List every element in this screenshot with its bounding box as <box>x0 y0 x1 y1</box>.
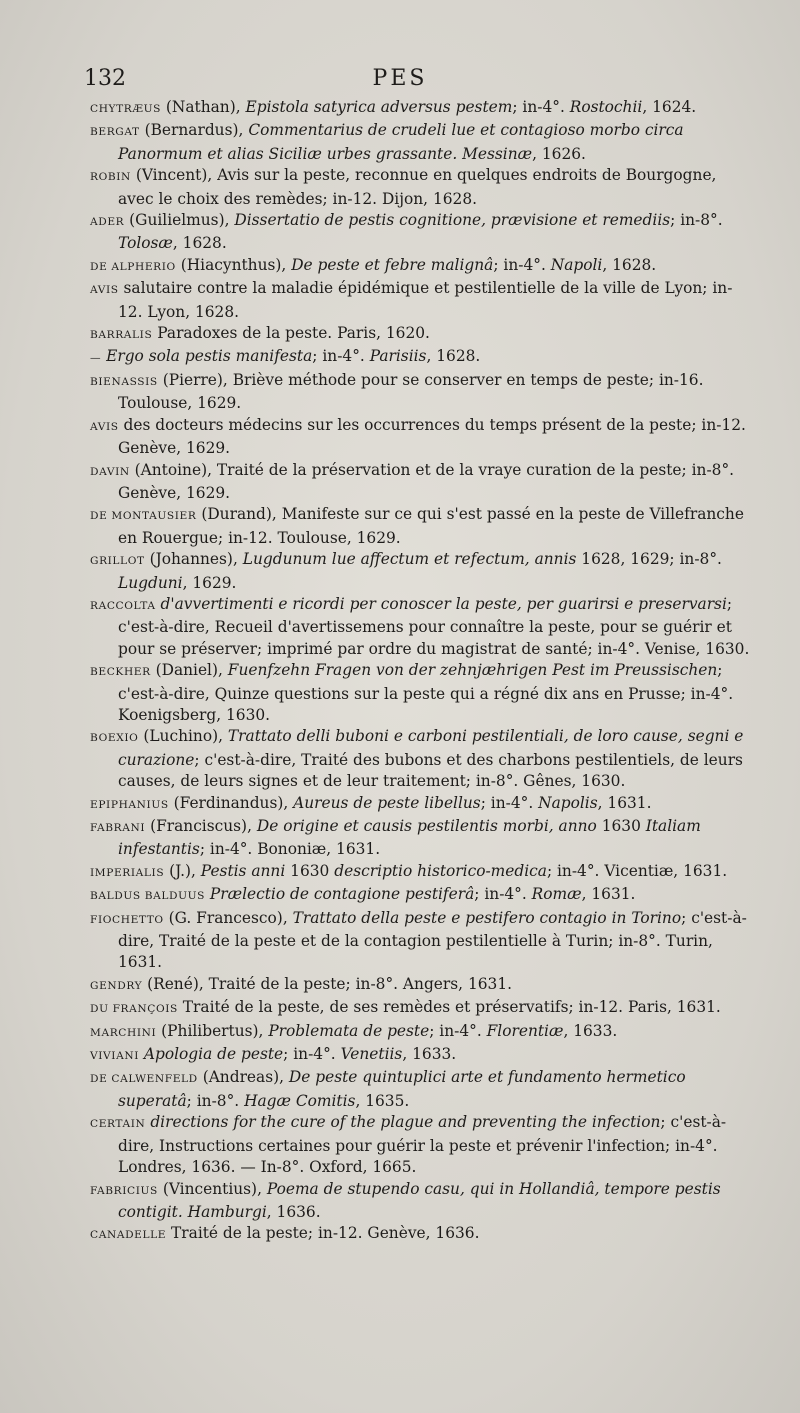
entry-author: BALDUS BALDUUS <box>90 890 205 903</box>
entry-date: , 1631. <box>581 885 636 904</box>
entry-text: 1630 <box>285 861 335 880</box>
bibliography-entry <box>90 594 754 660</box>
entry-author: ROBIN <box>90 171 131 184</box>
entry-forename: (Durand) <box>201 505 272 524</box>
entry-date: , 1628. <box>172 234 227 253</box>
bibliography-entry <box>90 1223 754 1246</box>
entry-text: Traité de la peste; in-12. Genève, 1636. <box>171 1224 480 1243</box>
entry-title: Fuenfzehn Fragen von der zehnjæhrigen Pest im Preussischen <box>227 661 718 680</box>
entry-author: VIVIANI <box>90 1050 139 1063</box>
entry-title: Trattato delli buboni e carboni pestilentiali, de loro cause, segni e curazione <box>118 727 744 769</box>
bibliography-entry: GENDRY (René), Traité de la peste; in-8°. Angers, 1631. <box>90 974 513 993</box>
entry-text: ; c'est-à-dire, Recueil d'avertissemens pour connaître la peste, pour se guérir et pour se préserver; imprimé par ordre du magistrat de santé; in-4°. Venise, 1630. <box>118 594 750 658</box>
entry-text: Avis sur la peste, reconnue en quelques endroits de Bourgogne, avec le choix des remèdes; in-12. Dijon, 1628. <box>118 166 717 208</box>
entry-author: — <box>90 352 102 365</box>
entry-date: ; in-4°. Bononiæ, 1631. <box>199 840 381 859</box>
entry-date: ; in-4°. Vicentiæ, 1631. <box>546 861 728 880</box>
entry-author: AVIS <box>90 284 119 297</box>
entry-author: ADER <box>90 216 125 229</box>
entry-place: Florentiæ <box>486 1021 564 1040</box>
entry-forename: (Franciscus) <box>150 817 248 835</box>
entry-text: Briève méthode pour se conserver en temps de peste; in-16. Toulouse, 1629. <box>118 370 704 413</box>
entry-forename: (Andreas) <box>202 1068 280 1087</box>
entry-title: De peste et febre malignâ <box>291 255 494 274</box>
entry-text: Manifeste sur ce qui s'est passé en la peste de Villefranche en Rouergue; in-12. Toulouse, 1629. <box>118 505 744 547</box>
entry-text: ; c'est-à-dire, Instructions certaines pour guérir la peste et prévenir l'infection; in-4°. Londres, 1636. — In-8°. Oxford, 1665. <box>118 1113 727 1177</box>
bibliography-entry: MARCHINI (Philibertus), Problemata de peste; in-4°. Florentiæ, 1633. <box>90 1021 618 1040</box>
entry-text: 1630 <box>596 817 646 835</box>
entry-title: Prælectio de contagione pestiferâ <box>209 885 475 904</box>
entry-text: Traité de la peste; in-8°. Angers, 1631. <box>208 974 513 993</box>
bibliography-entry <box>90 323 754 346</box>
entry-forename: (Philibertus) <box>161 1021 259 1040</box>
entry-text: ; c'est-à-dire, Traité de la peste et de la contagion pestilentielle à Turin; in-8°. Turin, 1631. <box>118 908 747 972</box>
bibliography-entry: DAVIN (Antoine), Traité de la préservation et de la vraye curation de la peste; in-8°. Genève, 1629. <box>90 460 735 502</box>
entry-author: DE ALPHERIO <box>90 260 176 273</box>
entry-place: descriptio historico-medica <box>334 861 547 880</box>
entry-title: Ergo sola pestis manifesta <box>106 347 313 366</box>
entry-date: , 1633. <box>563 1021 618 1040</box>
bibliography-entry: FIOCHETTO (G. Francesco), Trattato della peste e pestifero contagio in Torino; c'est-à-dire, Traité de la peste et de la contagion pestilentielle à Turin; in-8°. Turin, 1631. <box>90 908 747 972</box>
entry-forename: (Ferdinandus) <box>173 793 284 812</box>
page-number: 132 <box>84 66 126 91</box>
entry-text: Traité de la peste, de ses remèdes et préservatifs; in-12. Paris, 1631. <box>182 998 721 1017</box>
entry-forename: (René) <box>147 974 199 993</box>
bibliography-entry <box>90 415 754 460</box>
entry-forename: (G. Francesco) <box>168 908 283 927</box>
entry-date: , 1628. <box>426 347 481 366</box>
bibliography-entry: GRILLOT (Johannes), Lugdunum lue affectum et refectum, annis 1628, 1629; in-8°. Lugduni, 1629. <box>90 550 722 592</box>
bibliography-entry <box>90 278 754 323</box>
entry-date: , 1631. <box>597 793 652 812</box>
entry-text: , 1636. <box>266 1202 321 1221</box>
entry-title: Lugdunum lue affectum et refectum, annis <box>242 550 577 569</box>
entry-forename: (Guilielmus) <box>129 211 225 230</box>
bibliography-entry <box>90 884 754 907</box>
entry-author: FABRICIUS <box>90 1184 158 1197</box>
entry-author: BERGAT <box>90 126 140 139</box>
entry-title: Problemata de peste <box>268 1021 430 1040</box>
entry-place: Romæ <box>531 885 582 904</box>
entry-author: RACCOLTA <box>90 599 156 612</box>
entry-forename: (Antoine) <box>134 460 208 479</box>
bibliography-entry: BOEXIO (Luchino), Trattato delli buboni e carboni pestilentiali, de loro cause, segni e curazione; c'est-à-dire, Traité des bubons et des charbons pestilentiels, de leurs causes, de leurs signes et de leur traitement; in-8°. Gênes, 1630. <box>90 727 744 791</box>
entry-forename: (Daniel) <box>155 661 218 680</box>
entry-place: Lugduni <box>118 573 183 592</box>
entry-place: Napolis <box>538 793 598 812</box>
entry-author: DE CALWENFELD <box>90 1073 198 1086</box>
entry-place: Italiam infestantis <box>118 817 701 859</box>
entry-forename: (Vincentius) <box>162 1179 258 1198</box>
entry-text: salutaire contre la maladie épidémique et pestilentielle de la ville de Lyon; in-12. Lyon, 1628. <box>118 279 733 321</box>
entry-text: ; in-4°. <box>480 793 539 812</box>
entry-title: Aureus de peste libellus <box>293 793 481 812</box>
entry-title: d'avvertimenti e ricordi per conoscer la peste, per guarirsi e preservarsi <box>160 594 727 613</box>
page-header <box>0 66 800 96</box>
entry-text: ; in-4°. <box>312 347 370 366</box>
entry-author: GENDRY <box>90 979 143 992</box>
entry-title: Apologia de peste <box>143 1045 284 1064</box>
bibliography-entry: DE ALPHERIO (Hiacynthus), De peste et febre malignâ; in-4°. Napoli, 1628. <box>90 255 657 274</box>
entry-forename: (Hiacynthus) <box>180 255 282 274</box>
entry-author: GRILLOT <box>90 555 145 568</box>
entry-forename: (Bernardus) <box>144 121 239 140</box>
entry-title: De origine et causis pestilentis morbi, anno <box>256 817 597 835</box>
entry-author: BOEXIO <box>90 732 139 745</box>
entry-title: Epistola satyrica adversus pestem <box>245 98 513 116</box>
bibliography-entry: IMPERIALIS (J.), Pestis anni 1630 descriptio historico-medica; in-4°. Vicentiæ, 1631. <box>90 861 728 880</box>
bibliography-entry: BECKHER (Daniel), Fuenfzehn Fragen von der zehnjæhrigen Pest im Preussischen; c'est-à-dire, Quinze questions sur la peste qui a régné dix ans en Prusse; in-4°. Koenigsberg, 1630. <box>90 661 734 724</box>
entry-author: MARCHINI <box>90 1026 157 1039</box>
entry-forename: (Nathan) <box>165 98 236 116</box>
bibliography-entry: CHYTRÆUS (Nathan), Epistola satyrica adversus pestem; in-4°. Rostochii, 1624. <box>90 98 697 116</box>
entry-date: , 1624. <box>642 98 697 116</box>
entry-author: CERTAIN <box>90 1118 146 1131</box>
entry-text: ; in-4°. <box>512 98 570 116</box>
entry-place: Tolosæ <box>118 234 173 253</box>
entry-forename: (Luchino) <box>143 727 219 746</box>
entry-text: des docteurs médecins sur les occurrences du temps présent de la peste; in-12. Genève, 1629. <box>118 415 746 458</box>
entry-title: Commentarius de crudeli lue et contagioso morbo circa Panormum et alias Siciliæ urbes grassante. Messinæ <box>118 121 684 163</box>
bibliography-entry <box>90 1044 754 1067</box>
bibliography-list <box>90 97 754 1247</box>
entry-place: Rostochii <box>569 98 643 116</box>
bibliography-entry: DE MONTAUSIER (Durand), Manifeste sur ce qui s'est passé en la peste de Villefranche en Rouergue; in-12. Toulouse, 1629. <box>90 505 744 547</box>
entry-author: BECKHER <box>90 666 151 679</box>
entry-date: , 1629. <box>182 573 237 592</box>
entry-author: AVIS <box>90 420 119 433</box>
entry-date: , 1633. <box>402 1045 457 1064</box>
bibliography-entry: BIENASSIS (Pierre), Briève méthode pour se conserver en temps de peste; in-16. Toulouse, 1629. <box>90 370 704 413</box>
entry-text: ; c'est-à-dire, Traité des bubons et des charbons pestilentiels, de leurs causes, de leurs signes et de leur traitement; in-8°. Gênes, 1630. <box>118 750 743 791</box>
entry-text: ; in-8°. <box>186 1091 245 1110</box>
bibliography-entry: FABRICIUS (Vincentius), Poema de stupendo casu, qui in Hollandiâ, tempore pestis contigit. Hamburgi, 1636. <box>90 1179 721 1221</box>
bibliography-entry <box>90 997 754 1020</box>
bibliography-entry: ADER (Guilielmus), Dissertatio de pestis cognitione, prævisione et remediis; in-8°. Tolosæ, 1628. <box>90 211 723 253</box>
entry-text: ; in-4°. <box>474 885 532 904</box>
bibliography-entry: FABRANI (Franciscus), De origine et causis pestilentis morbi, anno 1630 Italiam infestantis; in-4°. Bononiæ, 1631. <box>90 817 701 859</box>
entry-title: Poema de stupendo casu, qui in Hollandiâ, tempore pestis contigit. Hamburgi <box>118 1179 721 1221</box>
entry-author: CHYTRÆUS <box>90 103 161 115</box>
entry-place: Parisiis <box>369 347 427 366</box>
entry-date: , 1635. <box>355 1091 410 1110</box>
entry-author: IMPERIALIS <box>90 866 165 879</box>
entry-author: BARRALIS <box>90 329 153 342</box>
entry-author: DAVIN <box>90 465 130 478</box>
bibliography-entry: DE CALWENFELD (Andreas), De peste quintuplici arte et fundamento hermetico superatâ; in-8°. Hagæ Comitis, 1635. <box>90 1068 686 1110</box>
entry-forename: (Pierre) <box>162 370 223 389</box>
entry-text: ; in-4°. <box>283 1045 341 1064</box>
entry-text: 1628, 1629; in-8°. <box>576 550 722 569</box>
entry-forename: (Johannes) <box>149 550 233 569</box>
entry-author: DE MONTAUSIER <box>90 510 197 523</box>
entry-forename: (J.) <box>169 861 191 880</box>
running-title: PES <box>372 66 428 91</box>
bibliography-entry: ROBIN (Vincent), Avis sur la peste, reconnue en quelques endroits de Bourgogne, avec le choix des remèdes; in-12. Dijon, 1628. <box>90 166 717 208</box>
entry-text: ; c'est-à-dire, Quinze questions sur la peste qui a régné dix ans en Prusse; in-4°. Koenigsberg, 1630. <box>118 661 734 724</box>
entry-author: DU FRANÇOIS <box>90 1003 178 1016</box>
entry-place: Napoli <box>550 255 603 274</box>
entry-author: EPIPHANIUS <box>90 798 169 811</box>
entry-title: Pestis anni <box>200 861 286 880</box>
entry-text: , 1626. <box>532 144 586 163</box>
entry-text: ; in-8°. <box>670 211 723 230</box>
entry-author: CANADELLE <box>90 1229 167 1242</box>
bibliography-entry <box>90 1112 754 1178</box>
entry-place: Venetiis <box>340 1045 403 1064</box>
entry-title: directions for the cure of the plague and preventing the infection <box>150 1113 661 1132</box>
entry-title: Dissertatio de pestis cognitione, prævisione et remediis <box>234 211 671 230</box>
bibliography-entry <box>90 346 754 369</box>
entry-title: De peste quintuplici arte et fundamento hermetico superatâ <box>118 1068 686 1110</box>
entry-place: Hagæ Comitis <box>244 1091 356 1110</box>
entry-forename: (Vincent) <box>135 166 208 185</box>
entry-text: ; in-4°. <box>493 255 551 274</box>
entry-text: Traité de la préservation et de la vraye curation de la peste; in-8°. Genève, 1629. <box>118 460 735 502</box>
entry-title: Trattato della peste e pestifero contagio in Torino <box>292 908 682 927</box>
bibliography-entry: BERGAT (Bernardus), Commentarius de crudeli lue et contagioso morbo circa Panormum et alias Siciliæ urbes grassante. Messinæ, 1626. <box>90 121 684 163</box>
entry-text: ; in-4°. <box>429 1021 487 1040</box>
entry-author: FABRANI <box>90 822 146 834</box>
entry-date: , 1628. <box>602 255 657 274</box>
entry-text: Paradoxes de la peste. Paris, 1620. <box>157 324 430 343</box>
entry-author: FIOCHETTO <box>90 913 164 926</box>
bibliography-entry: EPIPHANIUS (Ferdinandus), Aureus de peste libellus; in-4°. Napolis, 1631. <box>90 793 652 812</box>
entry-author: BIENASSIS <box>90 375 158 388</box>
